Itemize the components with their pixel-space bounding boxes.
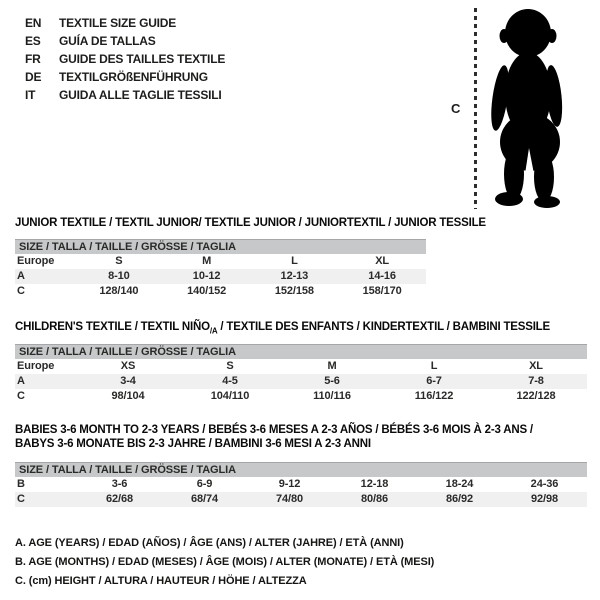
title-subscript: /A xyxy=(209,326,218,336)
table-cell: 6-7 xyxy=(426,375,442,387)
table-cell: 10-12 xyxy=(192,270,221,282)
table-cell: 98/104 xyxy=(111,390,145,402)
table-row-height xyxy=(15,492,587,507)
row-label: Europe xyxy=(17,255,55,267)
row-label: C xyxy=(17,285,25,297)
table-cell: M xyxy=(202,255,212,267)
table-cell: 7-8 xyxy=(528,375,544,387)
size-header-bar: SIZE / TALLA / TAILLE / GRÖSSE / TAGLIA xyxy=(15,462,587,477)
table-row-height xyxy=(15,284,426,299)
language-code: EN xyxy=(25,16,42,30)
language-title: TEXTILE SIZE GUIDE xyxy=(59,16,177,30)
table-cell: 8-10 xyxy=(108,270,130,282)
table-cell: 152/158 xyxy=(274,285,314,297)
title-line-2: BABYS 3-6 MONATE BIS 2-3 JAHRE / BAMBINI 3-6 MESI A 2-3 ANNI xyxy=(15,438,371,450)
row-label: A xyxy=(17,375,25,387)
table-cell: 68/74 xyxy=(190,493,219,505)
babies-size-table xyxy=(15,462,587,507)
language-row-en xyxy=(25,14,225,32)
row-label: C xyxy=(17,390,25,402)
table-cell: S xyxy=(115,255,123,267)
row-label: B xyxy=(17,478,25,490)
language-code: FR xyxy=(25,52,41,66)
table-cell: S xyxy=(226,360,234,372)
table-cell: 3-6 xyxy=(111,478,128,490)
table-cell: 110/116 xyxy=(313,390,351,402)
table-cell: 18-24 xyxy=(445,478,474,490)
note-age-months: B. AGE (MONTHS) / EDAD (MESES) / ÂGE (MOIS) / ALTER (MONATE) / ETÀ (MESI) xyxy=(15,556,435,568)
table-cell: 6-9 xyxy=(196,478,213,490)
language-list xyxy=(25,14,225,104)
height-measure-dotted-line xyxy=(474,8,477,209)
table-cell: 104/110 xyxy=(210,390,250,402)
table-cell: L xyxy=(430,360,438,372)
table-row-europe xyxy=(15,359,587,374)
size-header-bar: SIZE / TALLA / TAILLE / GRÖSSE / TAGLIA xyxy=(15,239,426,254)
language-row-it xyxy=(25,86,225,104)
legend-notes xyxy=(15,534,434,591)
table-row-age xyxy=(15,374,587,389)
table-cell: 86/92 xyxy=(445,493,474,505)
table-cell: 122/128 xyxy=(516,390,556,402)
table-cell: 14-16 xyxy=(368,270,396,282)
table-cell: 74/80 xyxy=(275,493,304,505)
note-age-years: A. AGE (YEARS) / EDAD (AÑOS) / ÂGE (ANS) / ALTER (JAHRE) / ETÀ (ANNI) xyxy=(15,537,404,549)
language-title: GUIDE DES TAILLES TEXTILE xyxy=(59,52,226,66)
table-cell: 158/170 xyxy=(362,285,402,297)
table-cell: 92/98 xyxy=(530,493,559,505)
table-cell: 116/122 xyxy=(414,390,454,402)
table-cell: M xyxy=(327,360,337,372)
section-title-children xyxy=(15,321,550,335)
language-row-fr xyxy=(25,50,225,68)
size-header-bar: SIZE / TALLA / TAILLE / GRÖSSE / TAGLIA xyxy=(15,344,587,359)
language-row-es xyxy=(25,32,225,50)
title-text: CHILDREN'S TEXTILE / TEXTIL NIÑO xyxy=(15,321,210,333)
language-code: DE xyxy=(25,70,42,84)
table-cell: XL xyxy=(529,360,543,372)
title-line-1: BABIES 3-6 MONTH TO 2-3 YEARS / BEBÉS 3-6 MESES A 2-3 AÑOS / BÉBÉS 3-6 MOIS À 2-3 ANS / xyxy=(15,424,533,436)
table-cell: 5-6 xyxy=(324,375,340,387)
language-code: IT xyxy=(25,88,36,102)
table-row-height xyxy=(15,389,587,404)
table-cell: 9-12 xyxy=(278,478,301,490)
section-title-babies xyxy=(15,423,555,451)
table-cell: 3-4 xyxy=(120,375,136,387)
row-label: C xyxy=(17,493,25,505)
language-code: ES xyxy=(25,34,41,48)
language-title: TEXTILGRÖßENFÜHRUNG xyxy=(59,70,208,84)
table-cell: XS xyxy=(120,360,136,372)
table-cell: 128/140 xyxy=(99,285,139,297)
row-label: Europe xyxy=(17,360,55,372)
table-cell: 140/152 xyxy=(187,285,227,297)
table-cell: 80/86 xyxy=(360,493,389,505)
junior-size-table xyxy=(15,239,426,299)
table-row-age xyxy=(15,269,426,284)
height-measure-label: C xyxy=(451,101,461,116)
language-title: GUIDA ALLE TAGLIE TESSILI xyxy=(59,88,222,102)
table-cell: 12-13 xyxy=(280,270,309,282)
table-row-europe xyxy=(15,254,426,269)
baby-silhouette xyxy=(481,6,573,208)
table-cell: 62/68 xyxy=(105,493,134,505)
note-height-cm: C. (cm) HEIGHT / ALTURA / HAUTEUR / HÖHE / ALTEZZA xyxy=(15,575,307,587)
table-cell: 12-18 xyxy=(360,478,389,490)
table-cell: 24-36 xyxy=(530,478,559,490)
table-cell: 4-5 xyxy=(222,375,238,387)
row-label: A xyxy=(17,270,25,282)
section-title-junior: JUNIOR TEXTILE / TEXTIL JUNIOR/ TEXTILE JUNIOR / JUNIORTEXTIL / JUNIOR TESSILE xyxy=(15,217,486,229)
children-size-table xyxy=(15,344,587,404)
language-row-de xyxy=(25,68,225,86)
table-cell: XL xyxy=(375,255,390,267)
language-title: GUÍA DE TALLAS xyxy=(59,34,156,48)
title-text: / TEXTILE DES ENFANTS / KINDERTEXTIL / BAMBINI TESSILE xyxy=(217,321,550,333)
table-row-months xyxy=(15,477,587,492)
table-cell: L xyxy=(291,255,298,267)
